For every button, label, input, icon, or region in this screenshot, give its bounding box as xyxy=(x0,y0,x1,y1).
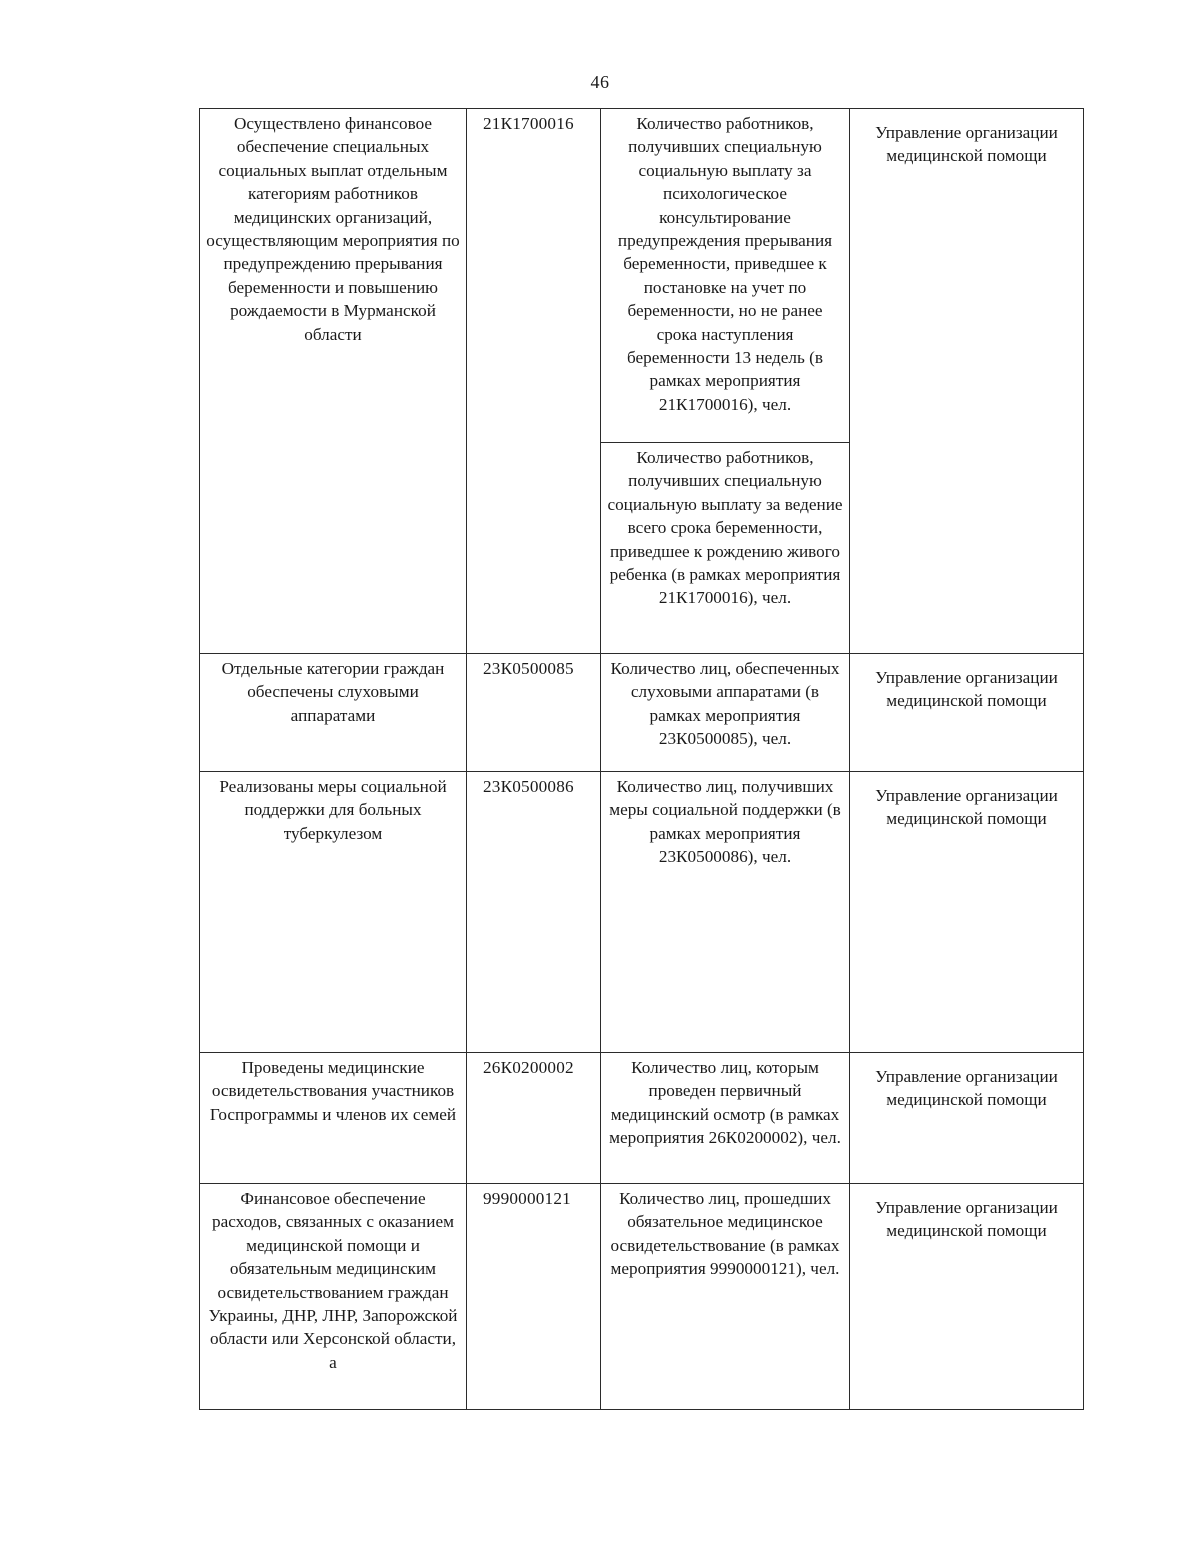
code-cell: 26К0200002 xyxy=(467,1053,601,1184)
responsible-cell: Управление организации медицинской помощи xyxy=(850,1184,1084,1410)
result-cell: Отдельные категории граждан обеспечены слуховыми аппаратами xyxy=(200,654,467,772)
indicator-cell: Количество лиц, прошедших обязательное медицинское освидетельствование (в рамках мероприятия 9990000121), чел. xyxy=(601,1184,850,1410)
result-cell: Проведены медицинские освидетельствования участников Госпрограммы и членов их семей xyxy=(200,1053,467,1184)
code-cell: 23К0500085 xyxy=(467,654,601,772)
responsible-cell: Управление организации медицинской помощи xyxy=(850,109,1084,654)
responsible-cell: Управление организации медицинской помощи xyxy=(850,772,1084,1053)
table-row xyxy=(200,109,1084,443)
table-row xyxy=(200,654,1084,772)
measures-table xyxy=(199,108,1084,1410)
indicator-cell: Количество лиц, обеспеченных слуховыми аппаратами (в рамках мероприятия 23К0500085), чел. xyxy=(601,654,850,772)
indicator-cell: Количество работников, получивших специальную социальную выплату за психологическое консультирование предупреждения прерывания беременности, приведшее к постановке на учет по беременности, но не ранее срока наступления беременности 13 недель (в рамках мероприятия 21К1700016), чел. xyxy=(601,109,850,443)
table-row xyxy=(200,1053,1084,1184)
indicator-cell: Количество лиц, получивших меры социальной поддержки (в рамках мероприятия 23К0500086), чел. xyxy=(601,772,850,1053)
indicator-cell: Количество лиц, которым проведен первичный медицинский осмотр (в рамках мероприятия 26К0200002), чел. xyxy=(601,1053,850,1184)
responsible-cell: Управление организации медицинской помощи xyxy=(850,1053,1084,1184)
indicator-cell: Количество работников, получивших специальную социальную выплату за ведение всего срока беременности, приведшее к рождению живого ребенка (в рамках мероприятия 21К1700016), чел. xyxy=(601,443,850,654)
code-cell: 21К1700016 xyxy=(467,109,601,654)
table-row xyxy=(200,772,1084,1053)
result-cell: Осуществлено финансовое обеспечение специальных социальных выплат отдельным категориям работников медицинских организаций, осуществляющим мероприятия по предупреждению прерывания беременности и повышению рождаемости в Мурманской области xyxy=(200,109,467,654)
responsible-cell: Управление организации медицинской помощи xyxy=(850,654,1084,772)
result-cell: Финансовое обеспечение расходов, связанных с оказанием медицинской помощи и обязательным медицинским освидетельствованием граждан Украины, ДНР, ЛНР, Запорожской области или Херсонской области, а xyxy=(200,1184,467,1410)
code-cell: 9990000121 xyxy=(467,1184,601,1410)
table-row xyxy=(200,1184,1084,1410)
page-number: 46 xyxy=(590,72,610,92)
result-cell: Реализованы меры социальной поддержки для больных туберкулезом xyxy=(200,772,467,1053)
code-cell: 23К0500086 xyxy=(467,772,601,1053)
